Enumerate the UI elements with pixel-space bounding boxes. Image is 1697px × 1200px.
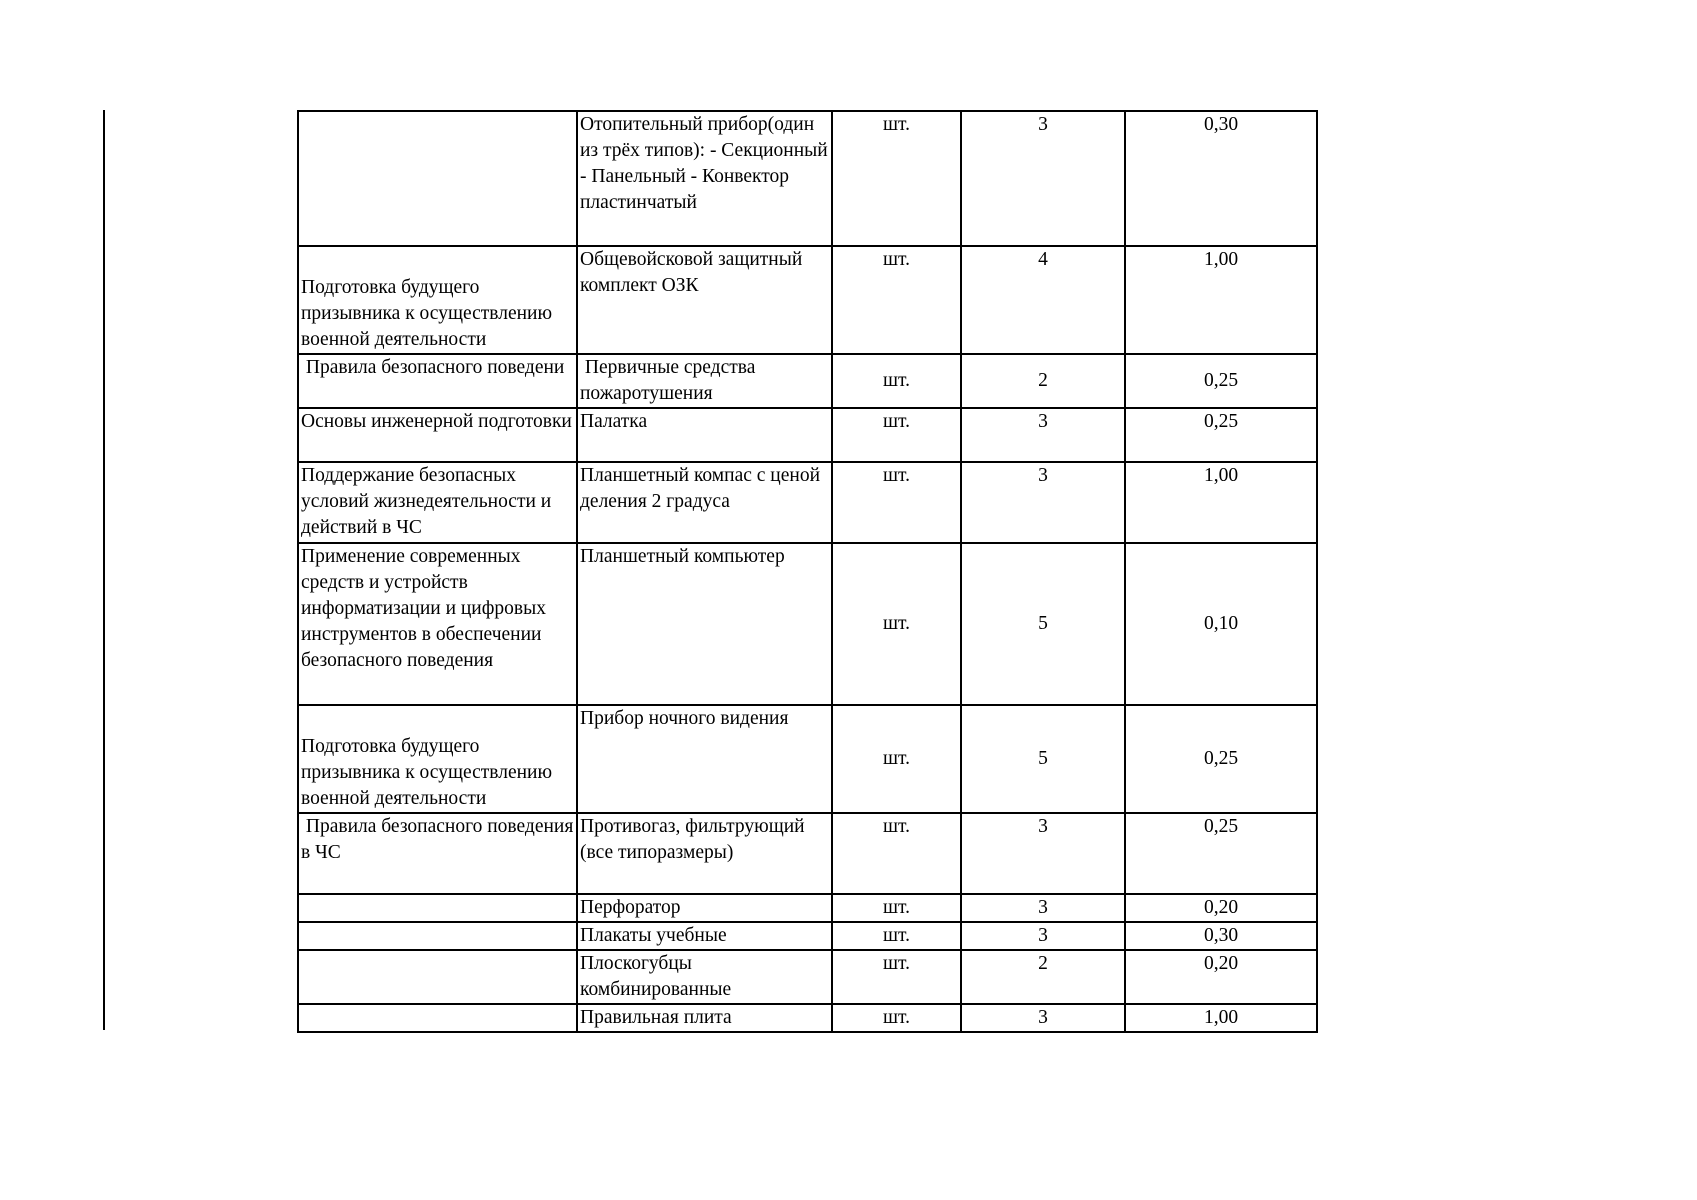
section-cell [298,950,577,1004]
table-row [298,111,1317,246]
coefficient-cell: 1,00 [1125,462,1317,543]
table-row [298,950,1317,1004]
table-row [298,543,1317,705]
item-cell: Противогаз, фильтрующий (все типоразмеры) [577,813,832,894]
item-cell: Плакаты учебные [577,922,832,950]
unit-cell: шт. [832,1004,961,1032]
page-margin-line [103,110,105,1030]
unit-cell: шт. [832,543,961,705]
coefficient-cell: 1,00 [1125,1004,1317,1032]
quantity-cell: 5 [961,705,1125,813]
coefficient-cell: 0,25 [1125,354,1317,408]
quantity-cell: 5 [961,543,1125,705]
quantity-cell: 3 [961,1004,1125,1032]
coefficient-cell: 0,20 [1125,894,1317,922]
section-cell: Подготовка будущего призывника к осуществлению военной деятельности [298,246,577,354]
coefficient-cell: 0,10 [1125,543,1317,705]
section-cell: Применение современных средств и устройств информатизации и цифровых инструментов в обеспечении безопасного поведения [298,543,577,705]
quantity-cell: 3 [961,462,1125,543]
unit-cell: шт. [832,813,961,894]
table-row [298,894,1317,922]
table-row [298,246,1317,354]
section-cell [298,1004,577,1032]
coefficient-cell: 0,30 [1125,111,1317,246]
equipment-table [297,110,1318,1033]
section-cell: Подготовка будущего призывника к осуществлению военной деятельности [298,705,577,813]
quantity-cell: 3 [961,408,1125,462]
section-cell: Поддержание безопасных условий жизнедеятельности и действий в ЧС [298,462,577,543]
quantity-cell: 3 [961,922,1125,950]
quantity-cell: 4 [961,246,1125,354]
quantity-cell: 2 [961,354,1125,408]
item-cell: Правильная плита [577,1004,832,1032]
table-row [298,1004,1317,1032]
table-row [298,462,1317,543]
item-cell: Перфоратор [577,894,832,922]
table-row [298,813,1317,894]
unit-cell: шт. [832,922,961,950]
section-cell: Правила безопасного поведения в ЧС [298,813,577,894]
unit-cell: шт. [832,705,961,813]
item-cell: Первичные средства пожаротушения [577,354,832,408]
quantity-cell: 3 [961,111,1125,246]
item-cell: Прибор ночного видения [577,705,832,813]
coefficient-cell: 0,30 [1125,922,1317,950]
unit-cell: шт. [832,950,961,1004]
table-row [298,354,1317,408]
coefficient-cell: 0,25 [1125,813,1317,894]
section-cell: Правила безопасного поведени [298,354,577,408]
item-cell: Планшетный компьютер [577,543,832,705]
unit-cell: шт. [832,408,961,462]
quantity-cell: 2 [961,950,1125,1004]
coefficient-cell: 0,25 [1125,705,1317,813]
quantity-cell: 3 [961,813,1125,894]
section-cell [298,922,577,950]
unit-cell: шт. [832,462,961,543]
section-cell [298,111,577,246]
coefficient-cell: 0,20 [1125,950,1317,1004]
section-cell: Основы инженерной подготовки [298,408,577,462]
coefficient-cell: 1,00 [1125,246,1317,354]
unit-cell: шт. [832,246,961,354]
item-cell: Общевойсковой защитный комплект ОЗК [577,246,832,354]
table-row [298,705,1317,813]
item-cell: Отопительный прибор(один из трёх типов): - Секционный - Панельный - Конвектор пластинчатый [577,111,832,246]
coefficient-cell: 0,25 [1125,408,1317,462]
section-cell [298,894,577,922]
table-row [298,408,1317,462]
unit-cell: шт. [832,111,961,246]
item-cell: Планшетный компас с ценой деления 2 градуса [577,462,832,543]
unit-cell: шт. [832,354,961,408]
item-cell: Плоскогубцы комбинированные [577,950,832,1004]
table-row [298,922,1317,950]
unit-cell: шт. [832,894,961,922]
quantity-cell: 3 [961,894,1125,922]
item-cell: Палатка [577,408,832,462]
